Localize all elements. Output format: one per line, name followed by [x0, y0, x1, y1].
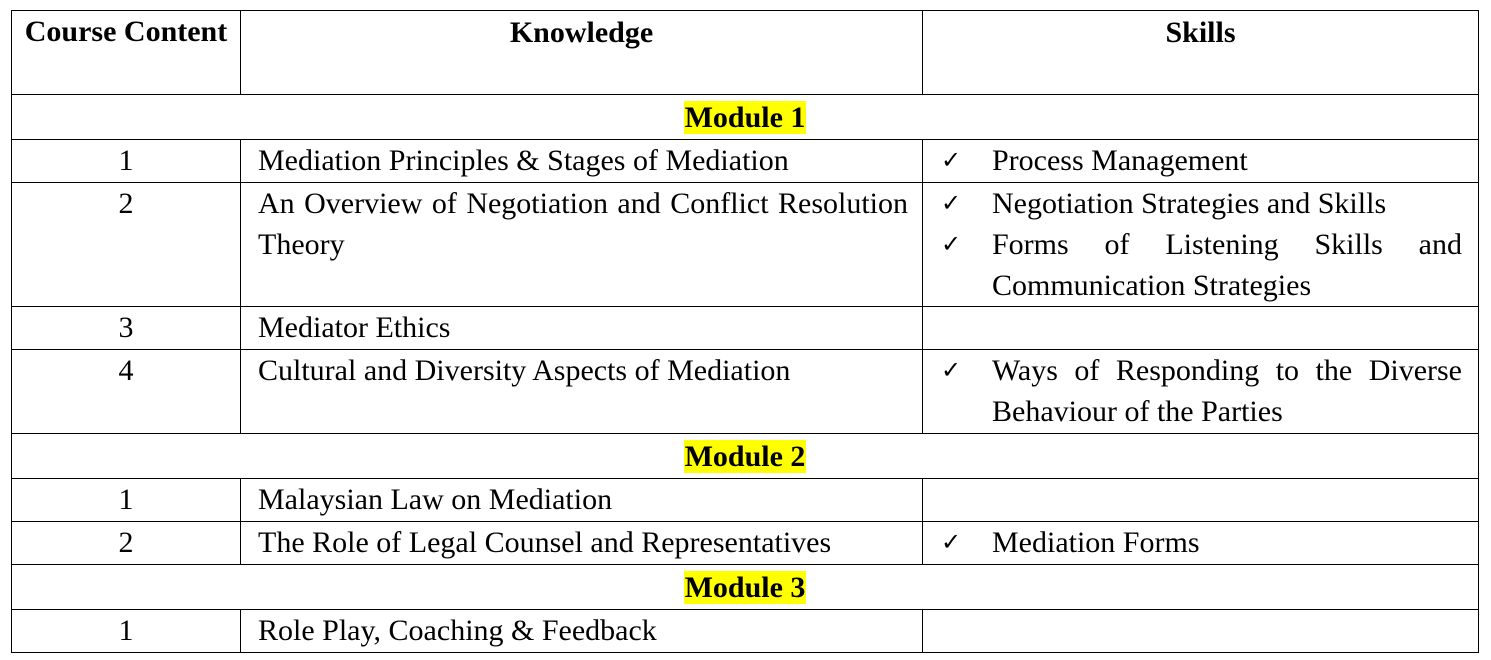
row-number: 2 — [12, 522, 241, 565]
module-row — [12, 565, 1479, 610]
skills-cell — [923, 183, 1479, 307]
row-number: 4 — [12, 350, 241, 434]
row-number: 1 — [12, 479, 241, 522]
skill-text: Ways of Responding to the Diverse Behaviour of the Parties — [992, 354, 1462, 428]
skills-cell-empty — [923, 479, 1479, 522]
skill-item — [941, 140, 1462, 181]
knowledge-cell: Mediator Ethics — [241, 307, 923, 350]
table-row — [12, 307, 1479, 350]
knowledge-cell: Malaysian Law on Mediation — [241, 479, 923, 522]
row-number: 1 — [12, 140, 241, 183]
check-icon: ✓ — [941, 230, 962, 258]
table-row — [12, 140, 1479, 183]
knowledge-cell: The Role of Legal Counsel and Representatives — [241, 522, 923, 565]
table-row — [12, 183, 1479, 307]
skills-cell — [923, 140, 1479, 183]
course-content-table — [11, 10, 1479, 653]
row-number: 1 — [12, 610, 241, 653]
module-title: Module 3 — [684, 570, 806, 604]
row-number: 2 — [12, 183, 241, 307]
skill-text: Process Management — [992, 144, 1248, 177]
knowledge-cell: Cultural and Diversity Aspects of Mediation — [241, 350, 923, 434]
table-row — [12, 610, 1479, 653]
header-course-content: Course Content — [12, 11, 241, 95]
check-icon: ✓ — [941, 146, 962, 174]
module-row — [12, 434, 1479, 479]
skills-cell — [923, 350, 1479, 434]
skill-text: Forms of Listening Skills and Communication Strategies — [992, 228, 1462, 302]
skill-text: Negotiation Strategies and Skills — [992, 187, 1387, 220]
knowledge-cell: Mediation Principles & Stages of Mediation — [241, 140, 923, 183]
knowledge-cell: Role Play, Coaching & Feedback — [241, 610, 923, 653]
skill-item — [941, 183, 1462, 224]
header-knowledge: Knowledge — [241, 11, 923, 95]
table-row — [12, 522, 1479, 565]
table-row — [12, 350, 1479, 434]
header-skills: Skills — [923, 11, 1479, 95]
module-title: Module 1 — [684, 100, 806, 134]
knowledge-cell: An Overview of Negotiation and Conflict Resolution Theory — [241, 183, 923, 307]
check-icon: ✓ — [941, 528, 962, 556]
row-number: 3 — [12, 307, 241, 350]
header-row — [12, 11, 1479, 95]
skills-cell — [923, 522, 1479, 565]
skill-item — [941, 224, 1462, 306]
check-icon: ✓ — [941, 356, 962, 384]
skill-text: Mediation Forms — [992, 526, 1200, 559]
check-icon: ✓ — [941, 189, 962, 217]
table-row — [12, 479, 1479, 522]
module-row — [12, 95, 1479, 140]
skill-item — [941, 350, 1462, 432]
module-title: Module 2 — [684, 439, 806, 473]
skills-cell-empty — [923, 307, 1479, 350]
skill-item — [941, 522, 1462, 563]
skills-cell-empty — [923, 610, 1479, 653]
